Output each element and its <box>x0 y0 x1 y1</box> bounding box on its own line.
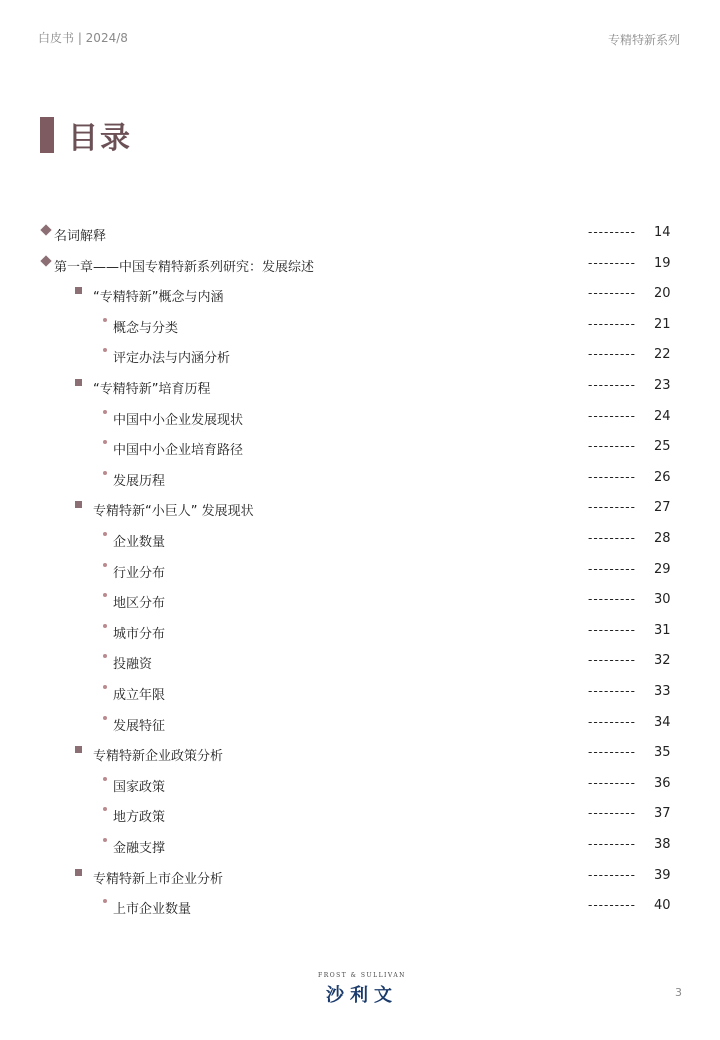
toc-entry-page: 20 <box>654 286 671 302</box>
toc-entry-label: 金融支撑 <box>113 841 166 856</box>
toc-leader-dashes: --------- <box>588 837 636 851</box>
logo-chinese: 沙利文 <box>326 985 398 1006</box>
toc-entry-label: 概念与分类 <box>113 320 179 336</box>
toc-entry-page: 25 <box>654 439 671 455</box>
toc-entry[interactable] <box>0 284 720 306</box>
toc-leader-dashes: --------- <box>588 316 636 331</box>
toc-entry-label: “专精特新”概念与内涵 <box>93 290 224 306</box>
toc-leader-dashes: --------- <box>588 745 636 760</box>
toc-entry-label: “专精特新”培育历程 <box>93 382 211 397</box>
toc-entry-page: 22 <box>654 347 671 363</box>
toc-entry-page: 36 <box>654 775 671 791</box>
toc-entry-label: 投融资 <box>113 657 153 673</box>
toc-leader-dashes: --------- <box>588 469 636 484</box>
square-bullet-icon <box>75 869 82 876</box>
dot-bullet-icon <box>103 654 107 658</box>
toc-entry-label: 第一章——中国专精特新系列研究：发展综述 <box>54 259 315 275</box>
dot-bullet-icon <box>103 899 107 903</box>
toc-entry[interactable] <box>0 621 720 643</box>
logo-english: FROST & SULLIVAN <box>318 972 406 979</box>
square-bullet-icon <box>75 746 82 753</box>
toc-entry[interactable] <box>0 498 720 520</box>
toc-entry-label: 地方政策 <box>113 810 166 826</box>
toc-entry-page: 24 <box>654 408 671 424</box>
toc-entry-label: 成立年限 <box>113 688 166 703</box>
toc-leader-dashes: --------- <box>588 806 636 821</box>
toc-entry[interactable] <box>0 743 720 765</box>
toc-entry[interactable] <box>0 223 720 245</box>
toc-entry-page: 23 <box>654 378 671 393</box>
toc-leader-dashes: --------- <box>588 714 636 729</box>
toc-entry-label: 发展特征 <box>113 718 166 734</box>
toc-entry-label: 名词解释 <box>54 229 107 244</box>
toc-entry[interactable] <box>0 437 720 459</box>
dot-bullet-icon <box>103 440 107 444</box>
toc-entry-label: 发展历程 <box>113 473 166 489</box>
toc-entry[interactable] <box>0 896 720 918</box>
toc-entry-page: 29 <box>654 561 671 577</box>
toc-leader-dashes: --------- <box>588 225 636 239</box>
toc-entry[interactable] <box>0 651 720 673</box>
toc-entry-page: 39 <box>654 867 671 883</box>
toc-leader-dashes: --------- <box>588 561 636 576</box>
toc-leader-dashes: --------- <box>588 286 636 301</box>
toc-entry-label: 专精特新企业政策分析 <box>93 749 224 765</box>
toc-leader-dashes: --------- <box>588 439 636 454</box>
toc-leader-dashes: --------- <box>588 775 636 790</box>
title-text: 目录 <box>68 121 132 156</box>
toc-leader-dashes: --------- <box>588 255 636 270</box>
toc-entry-label: 中国中小企业发展现状 <box>113 412 244 428</box>
toc-leader-dashes: --------- <box>588 592 636 607</box>
toc-entry-label: 专精特新上市企业分析 <box>93 871 224 887</box>
toc-entry[interactable] <box>0 804 720 826</box>
dot-bullet-icon <box>103 685 107 689</box>
toc-entry-page: 14 <box>654 225 671 240</box>
header-left: 白皮书 | 2024/8 <box>38 31 128 45</box>
toc-leader-dashes: --------- <box>588 378 636 392</box>
dot-bullet-icon <box>103 777 107 781</box>
toc-leader-dashes: --------- <box>588 898 636 913</box>
toc-entry[interactable] <box>0 254 720 276</box>
toc-leader-dashes: --------- <box>588 347 636 362</box>
dot-bullet-icon <box>103 838 107 842</box>
diamond-bullet-icon <box>40 255 51 266</box>
toc-leader-dashes: --------- <box>588 684 636 698</box>
toc-entry[interactable] <box>0 774 720 796</box>
toc-leader-dashes: --------- <box>588 408 636 423</box>
page-number: 3 <box>675 986 682 999</box>
toc-entry-page: 35 <box>654 745 671 761</box>
toc-entry-page: 21 <box>654 316 671 332</box>
toc-entry[interactable] <box>0 376 720 398</box>
toc-leader-dashes: --------- <box>588 867 636 882</box>
square-bullet-icon <box>75 379 82 386</box>
toc-entry-page: 32 <box>654 653 671 669</box>
toc-entry[interactable] <box>0 345 720 367</box>
toc-entry-label: 专精特新“小巨人” 发展现状 <box>93 504 254 520</box>
toc-entry-page: 37 <box>654 806 671 822</box>
toc-entry-page: 38 <box>654 837 671 852</box>
toc-entry-label: 国家政策 <box>113 779 166 795</box>
dot-bullet-icon <box>103 532 107 536</box>
toc-entry-page: 31 <box>654 622 671 638</box>
frost-sullivan-logo <box>0 972 720 1008</box>
dot-bullet-icon <box>103 410 107 414</box>
toc-entry-label: 上市企业数量 <box>113 902 192 918</box>
toc-entry[interactable] <box>0 866 720 888</box>
dot-bullet-icon <box>103 716 107 720</box>
toc-entry[interactable] <box>0 560 720 582</box>
toc-entry-page: 34 <box>654 714 671 730</box>
square-bullet-icon <box>75 287 82 294</box>
toc-entry[interactable] <box>0 529 720 551</box>
toc-entry-label: 企业数量 <box>113 535 166 550</box>
toc-entry-page: 28 <box>654 531 671 546</box>
toc-entry[interactable] <box>0 407 720 429</box>
dot-bullet-icon <box>103 593 107 597</box>
toc-leader-dashes: --------- <box>588 653 636 668</box>
toc-entry[interactable] <box>0 713 720 735</box>
dot-bullet-icon <box>103 318 107 322</box>
toc-leader-dashes: --------- <box>588 500 636 515</box>
toc-entry-page: 19 <box>654 255 671 271</box>
dot-bullet-icon <box>103 348 107 352</box>
toc-entry-page: 30 <box>654 592 671 608</box>
dot-bullet-icon <box>103 624 107 628</box>
toc-entry[interactable] <box>0 468 720 490</box>
toc-entry[interactable] <box>0 682 720 704</box>
toc-entry[interactable] <box>0 835 720 857</box>
dot-bullet-icon <box>103 807 107 811</box>
diamond-bullet-icon <box>40 224 51 235</box>
square-bullet-icon <box>75 501 82 508</box>
header-right: 专精特新系列 <box>607 33 680 47</box>
dot-bullet-icon <box>103 471 107 475</box>
toc-leader-dashes: --------- <box>588 622 636 637</box>
toc-entry-page: 40 <box>654 898 671 914</box>
toc-leader-dashes: --------- <box>588 531 636 545</box>
toc-entry-page: 27 <box>654 500 671 516</box>
dot-bullet-icon <box>103 563 107 567</box>
toc-entry-label: 城市分布 <box>113 626 166 642</box>
title-accent-bar <box>40 117 54 153</box>
toc-entry[interactable] <box>0 315 720 337</box>
toc-entry-label: 地区分布 <box>113 596 166 612</box>
toc-entry-label: 中国中小企业培育路径 <box>113 443 244 459</box>
toc-entry-label: 评定办法与内涵分析 <box>113 351 231 367</box>
toc-entry[interactable] <box>0 590 720 612</box>
page-title <box>40 116 132 154</box>
toc-entry-page: 26 <box>654 469 671 485</box>
toc-entry-page: 33 <box>654 684 671 699</box>
toc-entry-label: 行业分布 <box>113 565 166 581</box>
